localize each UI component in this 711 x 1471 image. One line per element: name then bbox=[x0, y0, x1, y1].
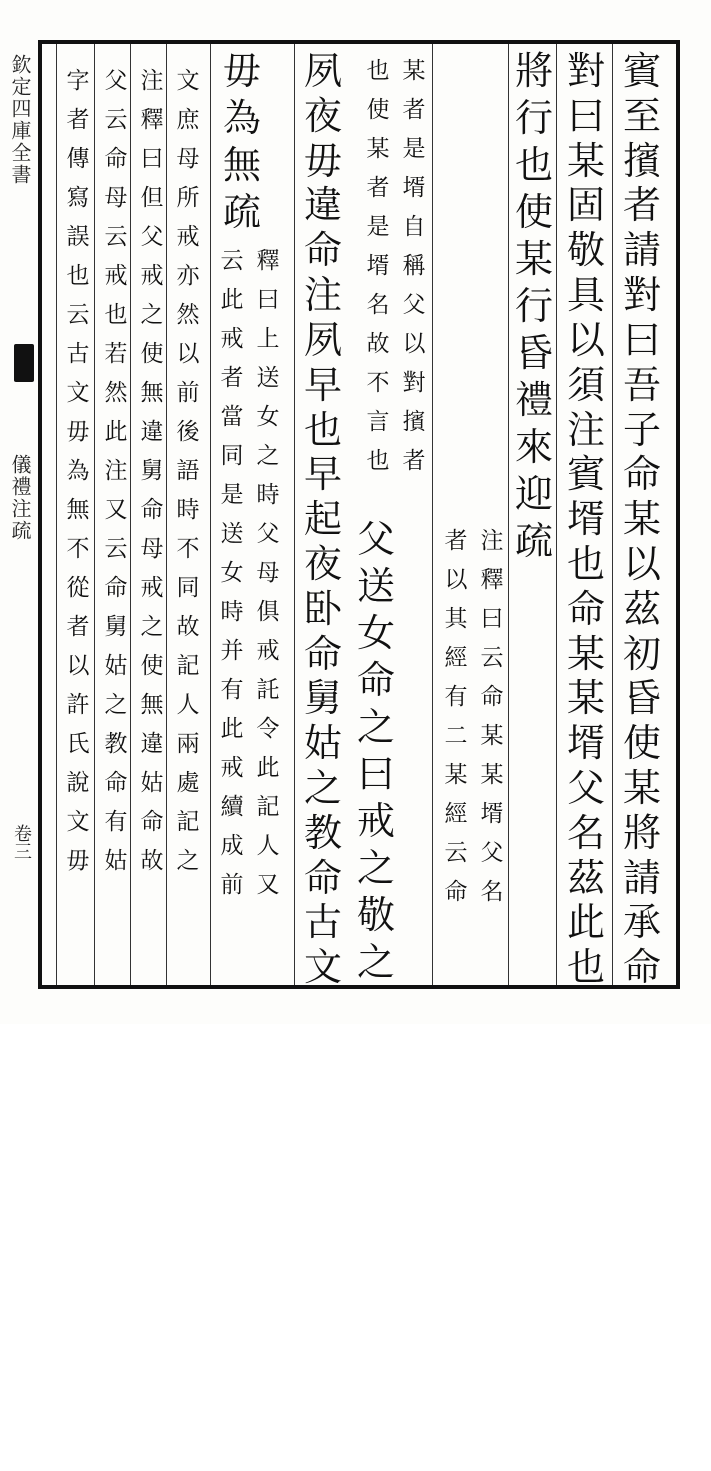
glyph: 無 bbox=[66, 497, 90, 523]
text-column bbox=[250, 250, 286, 1191]
glyph: 父 bbox=[256, 521, 280, 547]
glyph: 某 bbox=[480, 762, 504, 788]
column-rule bbox=[294, 44, 295, 985]
margin-book-title: 儀禮注疏 bbox=[8, 454, 32, 542]
glyph: 戒 bbox=[256, 638, 280, 664]
glyph: 前 bbox=[176, 380, 200, 406]
glyph: 注 bbox=[104, 458, 128, 484]
glyph: 釋 bbox=[256, 248, 280, 274]
glyph: 父 bbox=[356, 517, 395, 561]
glyph: 許 bbox=[66, 692, 90, 718]
glyph: 戒 bbox=[140, 575, 164, 601]
glyph: 曰 bbox=[256, 287, 280, 313]
glyph: 之 bbox=[140, 302, 164, 328]
glyph: 云 bbox=[220, 248, 244, 274]
column-rule bbox=[556, 44, 557, 985]
glyph: 迎 bbox=[514, 472, 553, 516]
glyph: 注 bbox=[140, 68, 164, 94]
glyph: 以 bbox=[176, 341, 200, 367]
glyph: 具 bbox=[566, 273, 605, 318]
glyph: 此 bbox=[220, 287, 244, 313]
glyph: 教 bbox=[303, 810, 342, 855]
glyph: 其 bbox=[444, 606, 468, 632]
glyph: 故 bbox=[140, 848, 164, 874]
glyph: 傳 bbox=[66, 146, 90, 172]
glyph: 某 bbox=[566, 631, 605, 676]
glyph: 有 bbox=[220, 677, 244, 703]
glyph: 時 bbox=[256, 482, 280, 508]
glyph: 無 bbox=[140, 380, 164, 406]
glyph: 不 bbox=[66, 536, 90, 562]
glyph: 古 bbox=[303, 900, 342, 945]
glyph: 敬 bbox=[566, 228, 605, 273]
glyph: 是 bbox=[220, 482, 244, 508]
margin-leaf-number: 卷三 bbox=[11, 824, 32, 860]
glyph: 來 bbox=[514, 425, 553, 469]
glyph: 然 bbox=[176, 302, 200, 328]
glyph: 并 bbox=[220, 638, 244, 664]
glyph: 不 bbox=[176, 536, 200, 562]
glyph: 記 bbox=[256, 794, 280, 820]
glyph: 名 bbox=[366, 292, 390, 318]
glyph: 對 bbox=[566, 49, 605, 93]
glyph: 命 bbox=[104, 575, 128, 601]
text-column bbox=[296, 49, 350, 993]
glyph: 也 bbox=[566, 945, 605, 990]
glyph: 母 bbox=[104, 185, 128, 211]
glyph: 此 bbox=[220, 716, 244, 742]
glyph: 二 bbox=[444, 723, 468, 749]
glyph: 命 bbox=[303, 228, 342, 273]
glyph: 毋 bbox=[303, 138, 342, 183]
glyph: 曰 bbox=[140, 146, 164, 172]
glyph: 以 bbox=[402, 331, 426, 357]
glyph: 說 bbox=[66, 770, 90, 796]
glyph: 是 bbox=[366, 214, 390, 240]
glyph: 云 bbox=[480, 645, 504, 671]
glyph: 此 bbox=[104, 419, 128, 445]
glyph: 使 bbox=[140, 341, 164, 367]
glyph: 寫 bbox=[66, 185, 90, 211]
glyph: 早 bbox=[303, 362, 342, 407]
glyph: 注 bbox=[303, 273, 342, 318]
glyph: 又 bbox=[256, 872, 280, 898]
glyph: 無 bbox=[222, 143, 261, 187]
glyph: 也 bbox=[366, 58, 390, 84]
glyph: 也 bbox=[514, 143, 553, 187]
glyph: 父 bbox=[104, 68, 128, 94]
glyph: 人 bbox=[256, 833, 280, 859]
text-column bbox=[614, 49, 670, 993]
glyph: 之 bbox=[356, 705, 395, 749]
glyph: 壻 bbox=[480, 801, 504, 827]
margin-collection-title: 欽定四庫全書 bbox=[8, 54, 32, 186]
glyph: 從 bbox=[66, 575, 90, 601]
glyph: 茲 bbox=[566, 855, 605, 900]
glyph: 違 bbox=[140, 419, 164, 445]
glyph: 須 bbox=[566, 362, 605, 407]
glyph: 有 bbox=[444, 684, 468, 710]
glyph: 父 bbox=[566, 766, 605, 810]
glyph: 云 bbox=[444, 840, 468, 866]
glyph: 毋 bbox=[66, 419, 90, 445]
glyph: 送 bbox=[256, 365, 280, 391]
glyph: 故 bbox=[366, 331, 390, 357]
glyph: 曰 bbox=[356, 752, 395, 796]
glyph: 云 bbox=[104, 536, 128, 562]
glyph: 戒 bbox=[356, 799, 395, 843]
glyph: 違 bbox=[303, 183, 342, 228]
text-column bbox=[350, 517, 402, 1461]
glyph: 毋 bbox=[222, 49, 261, 93]
glyph: 者 bbox=[366, 175, 390, 201]
glyph: 為 bbox=[66, 458, 90, 484]
glyph: 父 bbox=[402, 292, 426, 318]
glyph: 將 bbox=[622, 810, 661, 855]
glyph: 同 bbox=[176, 575, 200, 601]
glyph: 某 bbox=[514, 237, 553, 281]
glyph: 毋 bbox=[66, 848, 90, 874]
glyph: 者 bbox=[444, 528, 468, 554]
glyph: 某 bbox=[566, 138, 605, 183]
glyph: 戒 bbox=[220, 326, 244, 352]
glyph: 之 bbox=[303, 766, 342, 810]
glyph: 早 bbox=[303, 452, 342, 497]
glyph: 後 bbox=[176, 419, 200, 445]
glyph: 文 bbox=[176, 68, 200, 94]
glyph: 吾 bbox=[622, 362, 661, 407]
glyph: 舅 bbox=[303, 676, 342, 721]
glyph: 擯 bbox=[622, 138, 661, 183]
glyph: 命 bbox=[444, 879, 468, 905]
glyph: 者 bbox=[622, 183, 661, 228]
glyph: 使 bbox=[514, 190, 553, 234]
glyph: 者 bbox=[402, 97, 426, 123]
glyph: 以 bbox=[444, 567, 468, 593]
glyph: 夙 bbox=[303, 49, 342, 93]
glyph: 命 bbox=[566, 586, 605, 631]
glyph: 氏 bbox=[66, 731, 90, 757]
glyph: 俱 bbox=[256, 599, 280, 625]
glyph: 將 bbox=[514, 49, 553, 93]
glyph: 某 bbox=[444, 762, 468, 788]
glyph: 以 bbox=[66, 653, 90, 679]
glyph: 亦 bbox=[176, 263, 200, 289]
glyph: 賓 bbox=[566, 452, 605, 497]
glyph: 時 bbox=[176, 497, 200, 523]
page-border-left bbox=[38, 40, 42, 989]
glyph: 賓 bbox=[622, 49, 661, 93]
text-column bbox=[214, 250, 250, 1191]
glyph: 女 bbox=[256, 404, 280, 430]
glyph: 以 bbox=[622, 541, 661, 586]
glyph: 母 bbox=[140, 536, 164, 562]
glyph: 曰 bbox=[566, 93, 605, 138]
glyph: 某 bbox=[366, 136, 390, 162]
glyph: 者 bbox=[66, 614, 90, 640]
glyph: 初 bbox=[622, 631, 661, 676]
glyph: 然 bbox=[104, 380, 128, 406]
column-rule bbox=[94, 44, 95, 985]
glyph: 字 bbox=[66, 68, 90, 94]
glyph: 同 bbox=[220, 443, 244, 469]
glyph: 言 bbox=[366, 409, 390, 435]
glyph: 女 bbox=[220, 560, 244, 586]
glyph: 者 bbox=[220, 365, 244, 391]
column-rule bbox=[612, 44, 613, 985]
glyph: 是 bbox=[402, 136, 426, 162]
glyph: 戒 bbox=[176, 224, 200, 250]
glyph: 此 bbox=[256, 755, 280, 781]
glyph: 某 bbox=[480, 723, 504, 749]
glyph: 命 bbox=[622, 945, 661, 990]
glyph: 也 bbox=[366, 448, 390, 474]
column-rule bbox=[210, 44, 211, 985]
glyph: 行 bbox=[514, 284, 553, 328]
glyph: 時 bbox=[220, 599, 244, 625]
glyph: 起 bbox=[303, 497, 342, 542]
glyph: 命 bbox=[356, 658, 395, 702]
text-column bbox=[510, 49, 558, 993]
glyph: 送 bbox=[356, 564, 395, 608]
glyph: 命 bbox=[303, 631, 342, 676]
glyph: 成 bbox=[220, 833, 244, 859]
glyph: 卧 bbox=[303, 586, 342, 631]
page-border-right bbox=[676, 40, 680, 989]
glyph: 昏 bbox=[622, 676, 661, 721]
glyph: 教 bbox=[104, 731, 128, 757]
column-rule bbox=[130, 44, 131, 985]
glyph: 母 bbox=[256, 560, 280, 586]
glyph: 有 bbox=[104, 809, 128, 835]
glyph: 注 bbox=[566, 407, 605, 452]
glyph: 父 bbox=[480, 840, 504, 866]
glyph: 違 bbox=[140, 731, 164, 757]
glyph: 某 bbox=[566, 676, 605, 721]
glyph: 也 bbox=[303, 407, 342, 452]
glyph: 承 bbox=[622, 900, 661, 945]
glyph: 送 bbox=[220, 521, 244, 547]
glyph: 之 bbox=[176, 848, 200, 874]
glyph: 釋 bbox=[140, 107, 164, 133]
glyph: 行 bbox=[514, 96, 553, 140]
glyph: 命 bbox=[140, 809, 164, 835]
glyph: 之 bbox=[256, 443, 280, 469]
glyph: 姑 bbox=[140, 770, 164, 796]
glyph: 命 bbox=[622, 452, 661, 497]
glyph: 壻 bbox=[566, 497, 605, 542]
glyph: 之 bbox=[356, 846, 395, 890]
text-column bbox=[58, 70, 98, 1011]
glyph: 女 bbox=[356, 611, 395, 655]
glyph: 誤 bbox=[66, 224, 90, 250]
glyph: 壻 bbox=[566, 721, 605, 766]
glyph: 姑 bbox=[104, 848, 128, 874]
glyph: 處 bbox=[176, 770, 200, 796]
glyph: 疏 bbox=[222, 190, 261, 234]
glyph: 所 bbox=[176, 185, 200, 211]
text-column bbox=[168, 70, 208, 1011]
glyph: 名 bbox=[480, 879, 504, 905]
glyph: 對 bbox=[402, 370, 426, 396]
glyph: 不 bbox=[366, 370, 390, 396]
column-rule bbox=[166, 44, 167, 985]
page-border-top bbox=[38, 40, 680, 44]
glyph: 此 bbox=[566, 900, 605, 945]
glyph: 文 bbox=[66, 380, 90, 406]
column-rule bbox=[508, 44, 509, 985]
glyph: 敬 bbox=[356, 893, 395, 937]
glyph: 令 bbox=[256, 716, 280, 742]
glyph: 某 bbox=[402, 58, 426, 84]
glyph: 語 bbox=[176, 458, 200, 484]
glyph: 舅 bbox=[104, 614, 128, 640]
glyph: 命 bbox=[104, 770, 128, 796]
glyph: 若 bbox=[104, 341, 128, 367]
glyph: 云 bbox=[66, 302, 90, 328]
glyph: 名 bbox=[566, 810, 605, 855]
glyph: 託 bbox=[256, 677, 280, 703]
glyph: 自 bbox=[402, 214, 426, 240]
glyph: 經 bbox=[444, 801, 468, 827]
glyph: 命 bbox=[104, 146, 128, 172]
glyph: 至 bbox=[622, 93, 661, 138]
glyph: 記 bbox=[176, 653, 200, 679]
glyph: 戒 bbox=[140, 263, 164, 289]
glyph: 請 bbox=[622, 855, 661, 900]
glyph: 為 bbox=[222, 96, 261, 140]
glyph: 對 bbox=[622, 273, 661, 318]
glyph: 文 bbox=[303, 945, 342, 990]
glyph: 姑 bbox=[104, 653, 128, 679]
glyph: 云 bbox=[104, 224, 128, 250]
glyph: 者 bbox=[66, 107, 90, 133]
glyph: 也 bbox=[104, 302, 128, 328]
glyph: 命 bbox=[480, 684, 504, 710]
glyph: 也 bbox=[66, 263, 90, 289]
glyph: 戒 bbox=[220, 755, 244, 781]
glyph: 文 bbox=[66, 809, 90, 835]
glyph: 壻 bbox=[366, 253, 390, 279]
column-rule bbox=[432, 44, 433, 985]
glyph: 昏 bbox=[514, 331, 553, 375]
glyph: 故 bbox=[176, 614, 200, 640]
glyph: 兩 bbox=[176, 731, 200, 757]
glyph: 曰 bbox=[480, 606, 504, 632]
margin-fish-tail-mark bbox=[14, 344, 34, 382]
glyph: 釋 bbox=[480, 567, 504, 593]
glyph: 使 bbox=[140, 653, 164, 679]
glyph: 使 bbox=[622, 721, 661, 766]
glyph: 擯 bbox=[402, 409, 426, 435]
glyph: 夜 bbox=[303, 93, 342, 138]
glyph: 疏 bbox=[514, 519, 553, 563]
glyph: 當 bbox=[220, 404, 244, 430]
glyph: 曰 bbox=[622, 317, 661, 362]
glyph: 經 bbox=[444, 645, 468, 671]
glyph: 但 bbox=[140, 185, 164, 211]
glyph: 之 bbox=[140, 614, 164, 640]
glyph: 無 bbox=[140, 692, 164, 718]
glyph: 又 bbox=[104, 497, 128, 523]
glyph: 使 bbox=[366, 97, 390, 123]
glyph: 夙 bbox=[303, 317, 342, 362]
glyph: 戒 bbox=[104, 263, 128, 289]
glyph: 舅 bbox=[140, 458, 164, 484]
column-rule bbox=[56, 44, 57, 985]
glyph: 上 bbox=[256, 326, 280, 352]
glyph: 注 bbox=[480, 528, 504, 554]
glyph: 續 bbox=[220, 794, 244, 820]
glyph: 父 bbox=[140, 224, 164, 250]
glyph: 古 bbox=[66, 341, 90, 367]
text-column bbox=[558, 49, 614, 993]
glyph: 請 bbox=[622, 228, 661, 273]
glyph: 母 bbox=[176, 146, 200, 172]
text-column bbox=[474, 530, 510, 1471]
glyph: 某 bbox=[622, 497, 661, 542]
glyph: 茲 bbox=[622, 586, 661, 631]
glyph: 某 bbox=[622, 766, 661, 810]
glyph: 禮 bbox=[514, 378, 553, 422]
glyph: 云 bbox=[104, 107, 128, 133]
glyph: 夜 bbox=[303, 541, 342, 586]
glyph: 人 bbox=[176, 692, 200, 718]
glyph: 稱 bbox=[402, 253, 426, 279]
glyph: 姑 bbox=[303, 721, 342, 766]
glyph: 之 bbox=[104, 692, 128, 718]
glyph: 固 bbox=[566, 183, 605, 228]
text-column bbox=[438, 530, 474, 1471]
margin-strip bbox=[0, 44, 38, 985]
glyph: 子 bbox=[622, 407, 661, 452]
glyph: 前 bbox=[220, 872, 244, 898]
glyph: 庶 bbox=[176, 107, 200, 133]
glyph: 也 bbox=[566, 541, 605, 586]
glyph: 命 bbox=[140, 497, 164, 523]
glyph: 命 bbox=[303, 855, 342, 900]
glyph: 以 bbox=[566, 317, 605, 362]
glyph: 壻 bbox=[402, 175, 426, 201]
glyph: 記 bbox=[176, 809, 200, 835]
glyph: 之 bbox=[356, 940, 395, 984]
glyph: 者 bbox=[402, 448, 426, 474]
